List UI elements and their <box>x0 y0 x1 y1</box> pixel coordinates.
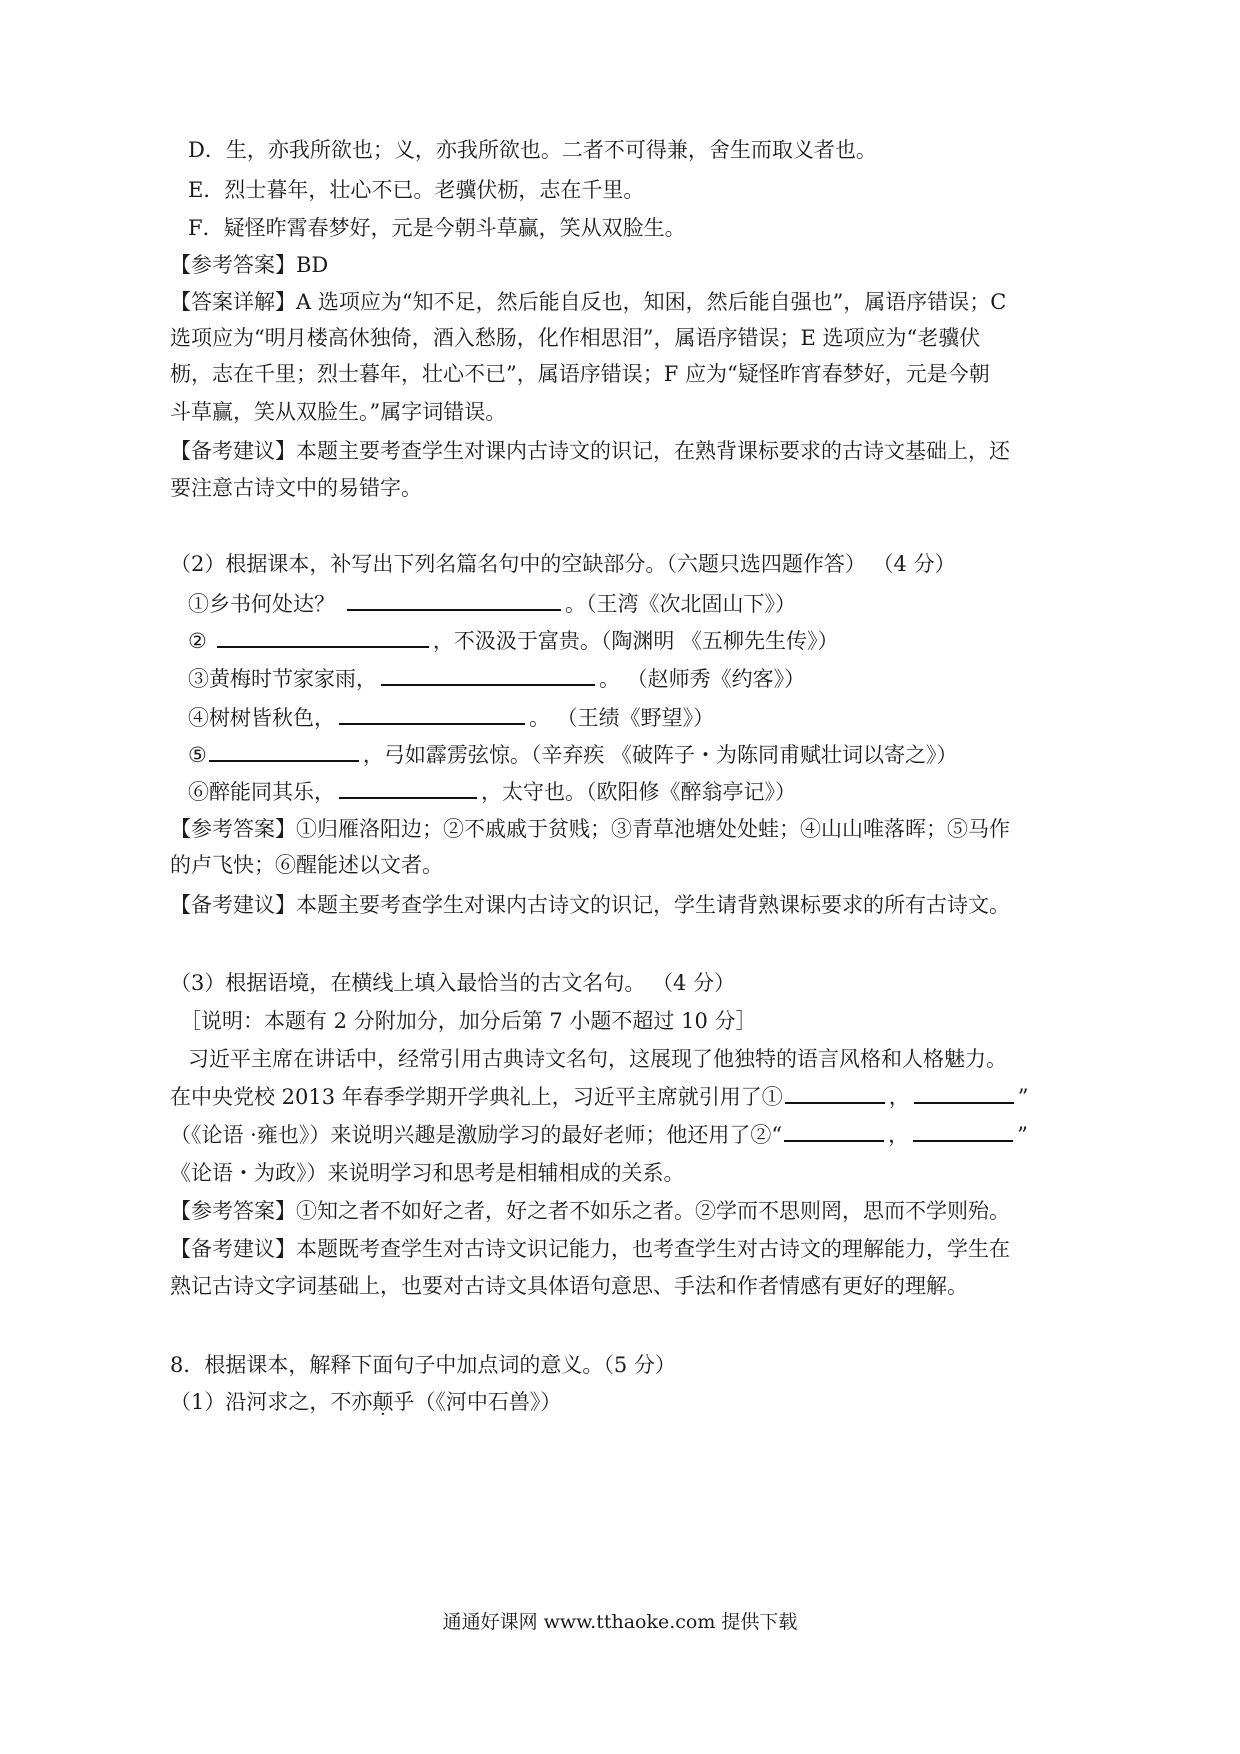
q2-item-2-pre: ② <box>188 629 207 653</box>
q1-answer: 【参考答案】BD <box>170 253 329 277</box>
q2-item-6-pre: ⑥醉能同其乐， <box>188 780 335 804</box>
q2-item-1 <box>188 589 796 619</box>
q2-item-6-post: ，太守也。（欧阳修《醉翁亭记》） <box>481 780 796 804</box>
answer-blank[interactable] <box>339 705 525 725</box>
q3-para-3 <box>170 1120 1028 1150</box>
q2-item-5 <box>188 740 958 770</box>
q2-stem: （2）根据课本，补写出下列名篇名句中的空缺部分。（六题只选四题作答） （4 分） <box>170 552 956 576</box>
q3-para-2 <box>170 1082 1029 1112</box>
q2-item-4-pre: ④树树皆秋色， <box>188 706 335 730</box>
q2-item-5-pre: ⑤ <box>188 743 207 767</box>
q1-detail-2: 选项应为“明月楼高休独倚，酒入愁肠，化作相思泪”，属语序错误；E 选项应为“老骥伏 <box>170 326 981 350</box>
q2-item-4-post: 。 （王绩《野望》） <box>529 706 715 730</box>
q2-item-2 <box>188 626 839 656</box>
quote-close: ” <box>1017 1085 1029 1109</box>
quote-close: ” <box>1017 1123 1028 1147</box>
q2-item-1-post: 。（王湾《次北固山下》） <box>565 592 796 616</box>
option-f: F．疑怪昨霄春梦好，元是今朝斗草赢，笑从双脸生。 <box>188 216 686 240</box>
q1-detail-4: 斗草赢，笑从双脸生。”属字词错误。 <box>170 400 507 424</box>
q1-advice-1: 【备考建议】本题主要考查学生对课内古诗文的识记，在熟背课标要求的古诗文基础上，还 <box>170 439 1010 463</box>
answer-blank[interactable] <box>381 666 595 686</box>
q1-detail-3: 枥，志在千里；烈士暮年，壮心不已”，属语序错误；F 应为“疑怪昨宵春梦好，元是今朝 <box>170 362 990 386</box>
q3-para-1: 习近平主席在讲话中，经常引用古典诗文名句，这展现了他独特的语言风格和人格魅力。 <box>188 1047 1007 1071</box>
option-e: E．烈士暮年，壮心不已。老骥伏枥，志在千里。 <box>188 178 645 202</box>
q3-para-2-text: 在中央党校 2013 年春季学期开学典礼上，习近平主席就引用了① <box>170 1085 783 1109</box>
page-footer: 通通好课网 www.tthaoke.com 提供下载 <box>442 1611 798 1633</box>
q2-item-2-post: ，不汲汲于富贵。（陶渊明 《五柳先生传》） <box>432 629 839 653</box>
q1-advice-2: 要注意古诗文中的易错字。 <box>170 476 422 500</box>
answer-blank[interactable] <box>217 628 429 648</box>
answer-blank[interactable] <box>209 742 359 762</box>
q2-item-3-pre: ③黄梅时节家家雨， <box>188 667 377 691</box>
q3-para-4: 《论语・为政》）来说明学习和思考是相辅相成的关系。 <box>170 1161 685 1185</box>
q2-advice: 【备考建议】本题主要考查学生对课内古诗文的识记，学生请背熟课标要求的所有古诗文。 <box>170 893 1010 917</box>
q2-item-3 <box>188 664 805 694</box>
q2-answer-1: 【参考答案】①归雁洛阳边；②不戚戚于贫贱；③青草池塘处处蛙；④山山唯落晖；⑤马作 <box>170 817 1010 841</box>
q2-item-3-post: 。 （赵师秀《约客》） <box>599 667 806 691</box>
comma: ， <box>888 1123 910 1147</box>
q2-item-4 <box>188 703 714 733</box>
q3-answer: 【参考答案】①知之者不如好之者，好之者不如乐之者。②学而不思则罔，思而不学则殆。 <box>170 1199 1010 1223</box>
q8-stem: 8．根据课本，解释下面句子中加点词的意义。（5 分） <box>170 1353 676 1377</box>
q2-item-6 <box>188 777 796 807</box>
answer-blank[interactable] <box>784 1122 884 1142</box>
q2-item-1-pre: ①乡书何处达？ <box>188 592 335 616</box>
answer-blank[interactable] <box>785 1084 885 1104</box>
q2-item-5-post: ，弓如霹雳弦惊。（辛弃疾 《破阵子・为陈同甫赋壮词以寄之》） <box>362 743 958 767</box>
answer-blank[interactable] <box>914 1084 1014 1104</box>
comma: ， <box>888 1085 910 1109</box>
q1-detail-1: 【答案详解】A 选项应为“知不足，然后能自反也，知困，然后能自强也”，属语序错误；C <box>170 290 1007 314</box>
q8-sub-1-pre: （1）沿河求之，不亦 <box>170 1390 373 1414</box>
answer-blank[interactable] <box>347 591 561 611</box>
q3-note: ［说明：本题有 2 分附加分，加分后第 7 小题不超过 10 分］ <box>180 1009 757 1033</box>
q3-stem: （3）根据语境，在横线上填入最恰当的古文名句。 （4 分） <box>170 971 736 995</box>
option-d: D．生，亦我所欲也；义，亦我所欲也。二者不可得兼，舍生而取义者也。 <box>188 138 877 162</box>
answer-blank[interactable] <box>913 1122 1013 1142</box>
q3-advice-1: 【备考建议】本题既考查学生对古诗文识记能力，也考查学生对古诗文的理解能力，学生在 <box>170 1237 1010 1261</box>
q3-advice-2: 熟记古诗文字词基础上，也要对古诗文具体语句意思、手法和作者情感有更好的理解。 <box>170 1274 968 1298</box>
q8-sub-1 <box>170 1387 561 1417</box>
q8-sub-1-post: 乎（《河中石兽》） <box>393 1390 562 1414</box>
dotted-word: 颠 <box>372 1390 394 1414</box>
q2-answer-2: 的卢飞快；⑥醒能述以文者。 <box>170 853 443 877</box>
answer-blank[interactable] <box>339 779 477 799</box>
q3-para-3-text: （《论语 ·雍也》）来说明兴趣是激励学习的最好老师；他还用了②“ <box>170 1123 783 1147</box>
